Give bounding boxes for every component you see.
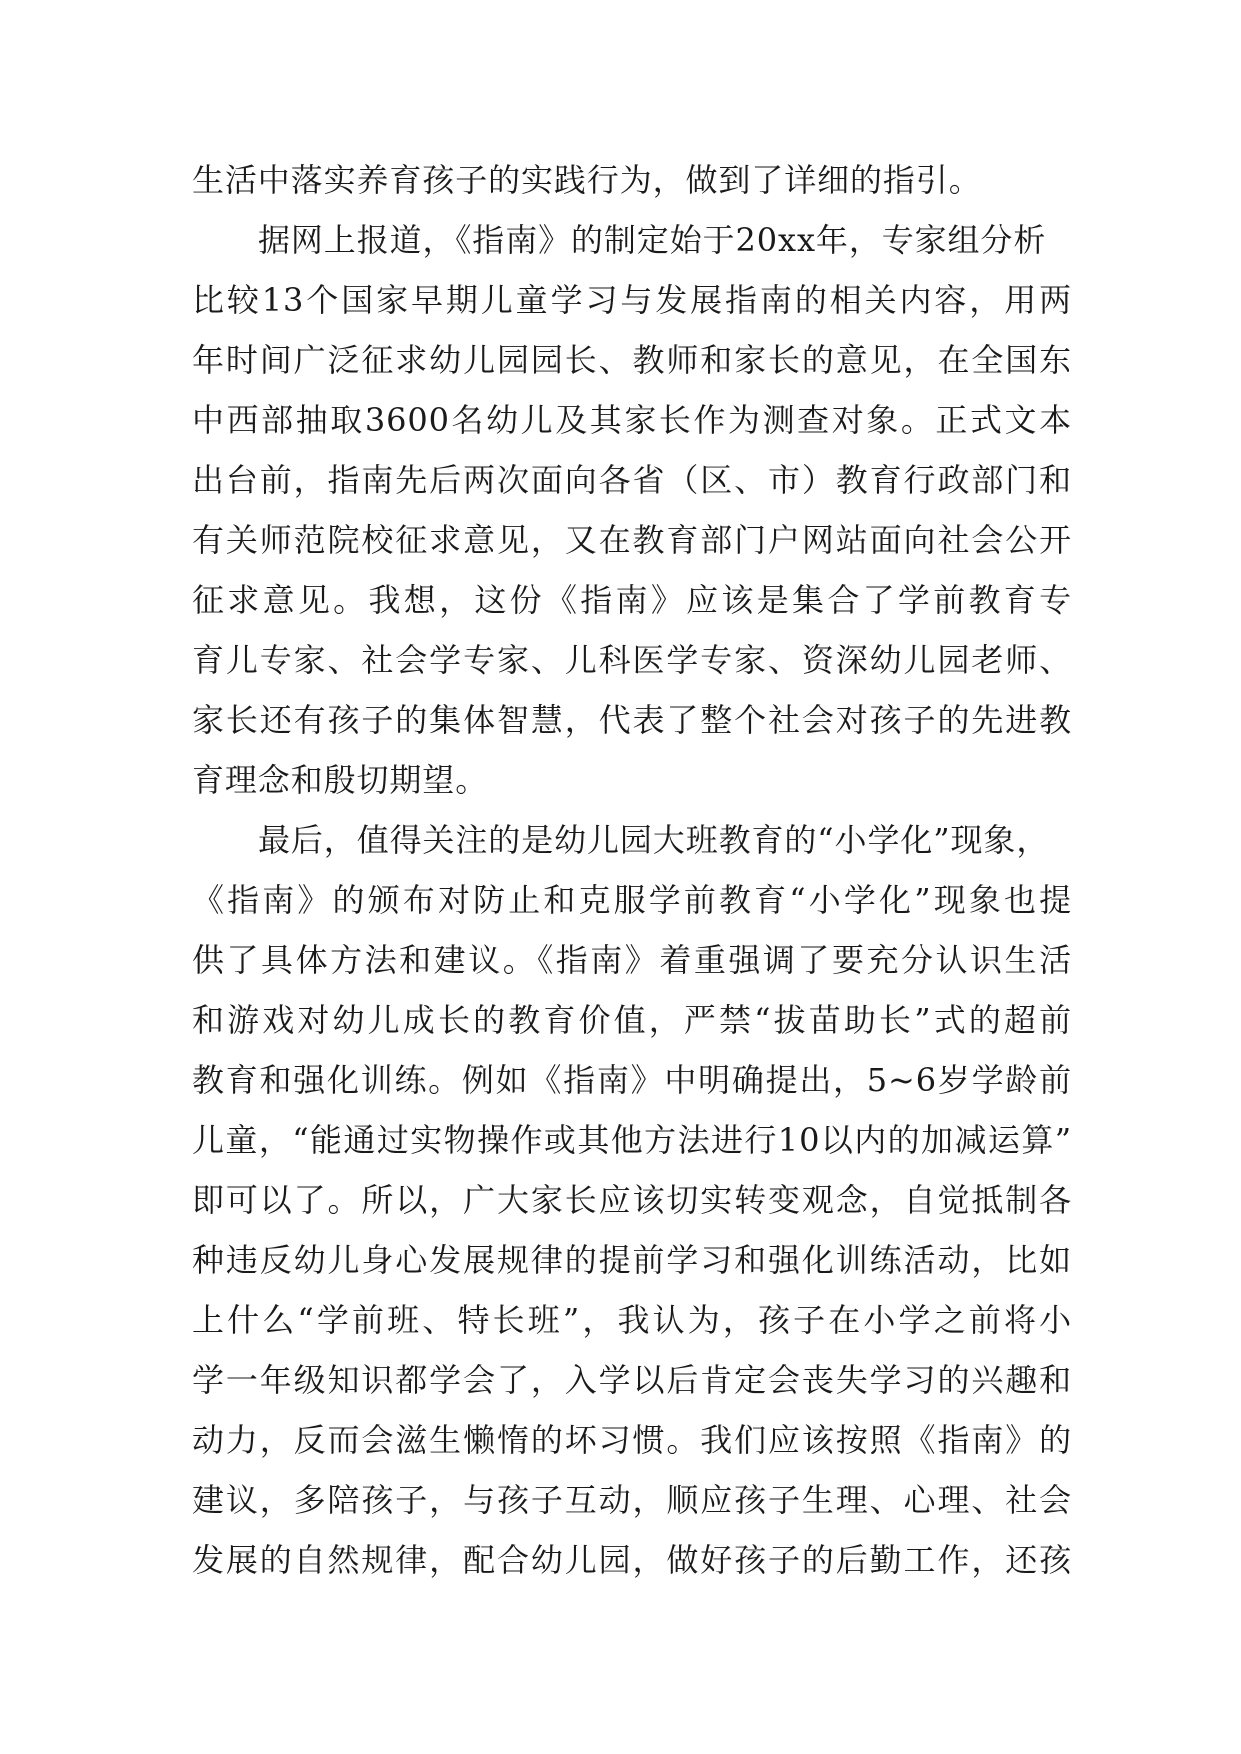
- text-line: 有关师范院校征求意见，又在教育部门户网站面向社会公开: [192, 521, 1072, 559]
- text-line: 种违反幼儿身心发展规律的提前学习和强化训练活动，比如: [192, 1241, 1072, 1279]
- text-line: 征求意见。我想，这份《指南》应该是集合了学前教育专: [192, 581, 1072, 619]
- text-line: 儿童，“能通过实物操作或其他方法进行10以内的加减运算”: [192, 1121, 1072, 1159]
- paragraph-start-line: 最后，值得关注的是幼儿园大班教育的“小学化”现象，: [258, 821, 1050, 859]
- text-line: 中西部抽取3600名幼儿及其家长作为测查对象。正式文本: [192, 401, 1072, 439]
- text-line: 比较13个国家早期儿童学习与发展指南的相关内容，用两: [192, 281, 1072, 319]
- text-line: 动力，反而会滋生懒惰的坏习惯。我们应该按照《指南》的: [192, 1421, 1072, 1459]
- text-line: 出台前，指南先后两次面向各省（区、市）教育行政部门和: [192, 461, 1072, 499]
- text-line: 即可以了。所以，广大家长应该切实转变观念，自觉抵制各: [192, 1181, 1072, 1219]
- text-line: 学一年级知识都学会了，入学以后肯定会丧失学习的兴趣和: [192, 1361, 1072, 1399]
- text-line: 家长还有孩子的集体智慧，代表了整个社会对孩子的先进教: [192, 701, 1072, 739]
- text-line: 年时间广泛征求幼儿园园长、教师和家长的意见，在全国东: [192, 341, 1072, 379]
- text-line: 建议，多陪孩子，与孩子互动，顺应孩子生理、心理、社会: [192, 1481, 1072, 1519]
- text-line: 育儿专家、社会学专家、儿科医学专家、资深幼儿园老师、: [192, 641, 1072, 679]
- text-line: 上什么“学前班、特长班”，我认为，孩子在小学之前将小: [192, 1301, 1072, 1339]
- text-line: 《指南》的颁布对防止和克服学前教育“小学化”现象也提: [192, 881, 1072, 919]
- paragraph-start-line: 据网上报道，《指南》的制定始于20xx年，专家组分析: [258, 221, 1047, 259]
- text-line: 发展的自然规律，配合幼儿园，做好孩子的后勤工作，还孩: [192, 1541, 1072, 1579]
- text-line: 供了具体方法和建议。《指南》着重强调了要充分认识生活: [192, 941, 1072, 979]
- text-line: 和游戏对幼儿成长的教育价值，严禁“拔苗助长”式的超前: [192, 1001, 1072, 1039]
- text-line: 生活中落实养育孩子的实践行为，做到了详细的指引。: [192, 161, 982, 199]
- text-line: 育理念和殷切期望。: [192, 761, 489, 799]
- text-line: 教育和强化训练。例如《指南》中明确提出，5~6岁学龄前: [192, 1061, 1072, 1099]
- body-text: [192, 150, 1072, 1590]
